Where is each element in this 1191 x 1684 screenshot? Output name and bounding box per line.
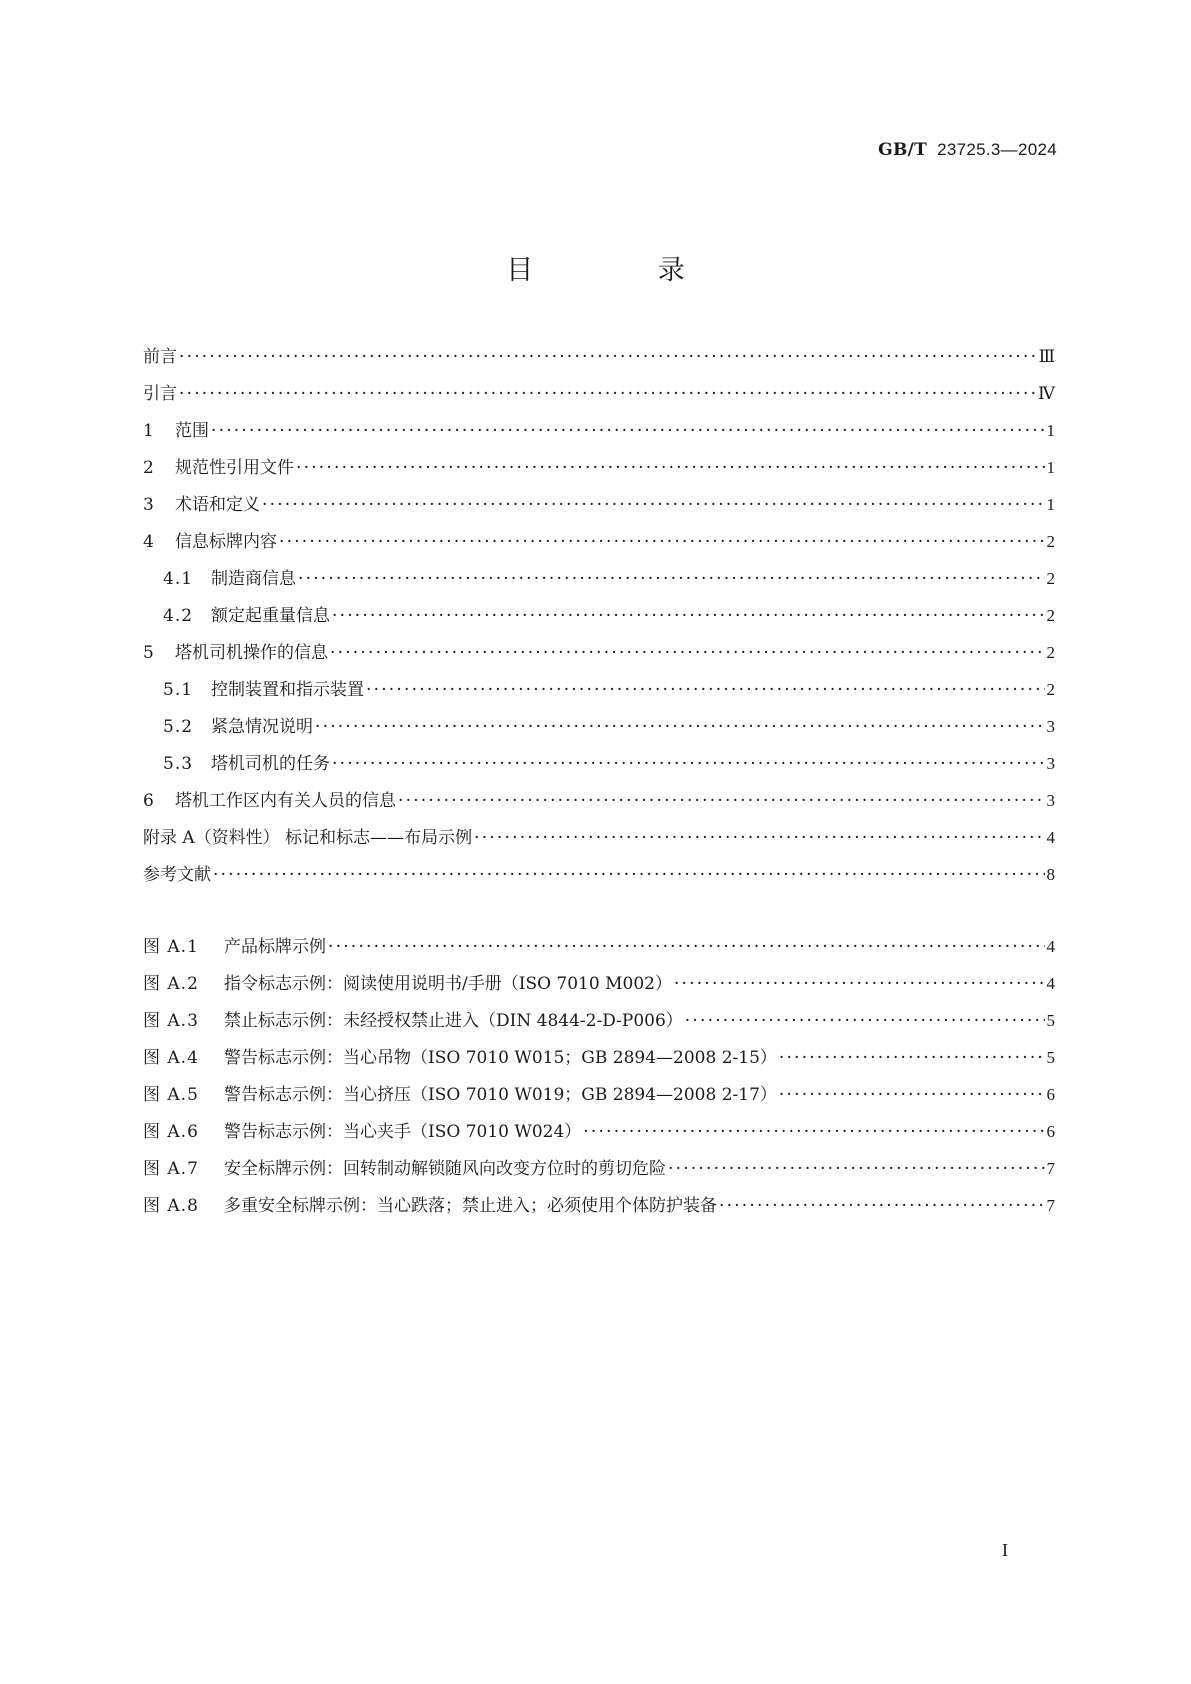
toc-entry-label: 术语和定义 xyxy=(175,495,260,515)
dot-leader xyxy=(779,1077,1045,1114)
dot-leader xyxy=(315,709,1045,746)
dot-leader xyxy=(366,672,1045,709)
toc-figure-entry[interactable] xyxy=(143,1039,1055,1076)
dot-leader xyxy=(211,413,1045,450)
dot-leader xyxy=(398,783,1045,820)
toc-entry[interactable] xyxy=(143,856,1055,893)
toc-entry-label-group xyxy=(163,561,296,598)
toc-entry-label-group xyxy=(163,598,330,635)
toc-entry[interactable] xyxy=(143,338,1055,375)
toc-entry-number: 图 A.8 xyxy=(143,1196,199,1216)
toc-entry-label: 产品标牌示例 xyxy=(224,937,326,957)
toc-figure-entry[interactable] xyxy=(143,1187,1055,1224)
toc-entry-page: 6 xyxy=(1046,1085,1055,1104)
toc-figure-entry[interactable] xyxy=(143,965,1055,1002)
toc-entry-page: 8 xyxy=(1046,865,1055,884)
toc-entry-page: 4 xyxy=(1046,828,1055,847)
dot-leader xyxy=(179,376,1036,413)
standard-number: 23725.3—2024 xyxy=(937,140,1057,159)
toc-entry-label-group xyxy=(143,1003,683,1040)
dot-leader xyxy=(674,966,1045,1003)
toc-entry[interactable] xyxy=(143,560,1055,597)
toc-entry-label-group xyxy=(143,1188,717,1225)
toc-entry-number: 3 xyxy=(143,495,155,515)
toc-entry-label-group xyxy=(143,929,326,966)
toc-entry-label-group xyxy=(143,783,396,820)
dot-leader xyxy=(474,820,1044,857)
dot-leader xyxy=(328,929,1045,966)
toc-entry-number: 6 xyxy=(143,791,155,811)
toc-entry[interactable] xyxy=(143,819,1055,856)
toc-entry-label: 控制装置和指示装置 xyxy=(211,680,364,700)
toc-figures-list xyxy=(143,928,1055,1224)
toc-entry-page: 4 xyxy=(1046,974,1055,993)
toc-entry-label-group xyxy=(163,672,364,709)
standard-code xyxy=(878,140,1057,160)
toc-figure-entry[interactable] xyxy=(143,1113,1055,1150)
toc-entry-label: 信息标牌内容 xyxy=(175,532,277,552)
toc-entry-page: 3 xyxy=(1046,791,1055,810)
toc-entry-page: 3 xyxy=(1046,754,1055,773)
toc-entry-number: 图 A.3 xyxy=(143,1011,199,1031)
toc-entry[interactable] xyxy=(143,449,1055,486)
toc-entry-label-group xyxy=(143,487,260,524)
toc-entry-label: 引言 xyxy=(143,384,177,404)
toc-entry-number: 4.2 xyxy=(163,606,194,626)
toc-entry-number: 图 A.4 xyxy=(143,1048,199,1068)
toc-entry-label: 塔机工作区内有关人员的信息 xyxy=(175,791,396,811)
toc-entry-label-group xyxy=(143,1040,777,1077)
toc-entry[interactable] xyxy=(143,412,1055,449)
toc-entry-page: 2 xyxy=(1046,680,1055,699)
toc-entry-number: 图 A.1 xyxy=(143,937,199,957)
toc-entry[interactable] xyxy=(143,486,1055,523)
toc-figure-entry[interactable] xyxy=(143,928,1055,965)
toc-entry-label: 制造商信息 xyxy=(211,569,296,589)
dot-leader xyxy=(262,487,1045,524)
toc-entry-number: 图 A.2 xyxy=(143,974,199,994)
toc-entry-label: 多重安全标牌示例：当心跌落；禁止进入；必须使用个体防护装备 xyxy=(224,1196,717,1216)
toc-entry-page: Ⅲ xyxy=(1038,347,1055,366)
toc-entry-page: 1 xyxy=(1046,421,1055,440)
toc-entry-label-group xyxy=(143,857,211,894)
toc-entry-page: 3 xyxy=(1046,717,1055,736)
standard-prefix: GB/T xyxy=(878,140,928,160)
toc-entry-label: 前言 xyxy=(143,347,177,367)
toc-entry[interactable] xyxy=(143,597,1055,634)
toc-entry-label-group xyxy=(163,709,313,746)
dot-leader xyxy=(685,1003,1045,1040)
toc-entry-label-group xyxy=(143,1077,777,1114)
toc-entry[interactable] xyxy=(143,708,1055,745)
dot-leader xyxy=(279,524,1045,561)
toc-entry-page: 1 xyxy=(1046,458,1055,477)
toc-entry-page: 2 xyxy=(1046,569,1055,588)
page-title: 目 录 xyxy=(506,255,743,286)
toc-entry-label: 警告标志示例：当心吊物（ISO 7010 W015；GB 2894—2008 2-15） xyxy=(224,1048,777,1068)
toc-entry-label-group xyxy=(143,524,277,561)
toc-entry[interactable] xyxy=(143,634,1055,671)
toc-entry-label-group xyxy=(143,376,177,413)
toc-entry-label-group xyxy=(143,339,177,376)
toc-entry-label: 警告标志示例：当心挤压（ISO 7010 W019；GB 2894—2008 2-17） xyxy=(224,1085,777,1105)
toc-entry-label-group xyxy=(143,1114,581,1151)
toc-figure-entry[interactable] xyxy=(143,1002,1055,1039)
toc-entry-label: 紧急情况说明 xyxy=(211,717,313,737)
toc-entry-label: 参考文献 xyxy=(143,865,211,885)
dot-leader xyxy=(179,339,1037,376)
page-number: I xyxy=(1002,1540,1008,1560)
dot-leader xyxy=(779,1040,1045,1077)
toc-entry-page: 7 xyxy=(1046,1159,1055,1178)
toc-entry[interactable] xyxy=(143,745,1055,782)
toc-entry-label: 塔机司机操作的信息 xyxy=(175,643,328,663)
dot-leader xyxy=(668,1151,1045,1188)
toc-entry-label: 指令标志示例：阅读使用说明书/手册（ISO 7010 M002） xyxy=(224,974,672,994)
dot-leader xyxy=(213,857,1045,894)
toc-entry-number: 1 xyxy=(143,421,155,441)
toc-entry-label: 塔机司机的任务 xyxy=(211,754,330,774)
toc-entry-page: 2 xyxy=(1046,606,1055,625)
toc-entry-number: 2 xyxy=(143,458,155,478)
toc-entry-number: 5.3 xyxy=(163,754,194,774)
toc-sections-list xyxy=(143,338,1055,893)
dot-leader xyxy=(332,746,1045,783)
toc-entry-label-group xyxy=(143,450,294,487)
toc-entry[interactable] xyxy=(143,375,1055,412)
toc-entry-page: Ⅳ xyxy=(1038,384,1055,403)
toc-entry-number: 图 A.7 xyxy=(143,1159,199,1179)
dot-leader xyxy=(719,1188,1045,1225)
toc-entry[interactable] xyxy=(143,671,1055,708)
toc-entry-label-group xyxy=(143,820,472,857)
toc-entry-page: 5 xyxy=(1046,1011,1055,1030)
toc-figure-entry[interactable] xyxy=(143,1150,1055,1187)
dot-leader xyxy=(296,450,1045,487)
toc-entry-page: 2 xyxy=(1046,643,1055,662)
toc-entry-number: 图 A.5 xyxy=(143,1085,199,1105)
toc-entry-label: 安全标牌示例：回转制动解锁随风向改变方位时的剪切危险 xyxy=(224,1159,666,1179)
toc-entry-label: 附录 A（资料性） 标记和标志——布局示例 xyxy=(143,828,473,848)
dot-leader xyxy=(330,635,1045,672)
toc-entry-label-group xyxy=(143,1151,666,1188)
toc-entry-label: 额定起重量信息 xyxy=(211,606,330,626)
toc-entry-label-group xyxy=(143,413,209,450)
toc-entry-label-group xyxy=(143,966,672,1003)
toc-entry[interactable] xyxy=(143,523,1055,560)
toc-entry-number: 4.1 xyxy=(163,569,194,589)
toc-entry-number: 5.1 xyxy=(163,680,194,700)
toc-figure-entry[interactable] xyxy=(143,1076,1055,1113)
toc-entry[interactable] xyxy=(143,782,1055,819)
toc-entry-page: 7 xyxy=(1046,1196,1055,1215)
dot-leader xyxy=(298,561,1045,598)
toc-entry-page: 6 xyxy=(1046,1122,1055,1141)
toc-entry-page: 2 xyxy=(1046,532,1055,551)
toc-entry-label: 规范性引用文件 xyxy=(175,458,294,478)
toc-entry-number: 5.2 xyxy=(163,717,194,737)
toc-entry-number: 5 xyxy=(143,643,155,663)
toc-entry-page: 5 xyxy=(1046,1048,1055,1067)
toc-entry-number: 图 A.6 xyxy=(143,1122,199,1142)
toc-entry-number: 4 xyxy=(143,532,155,552)
toc-entry-page: 4 xyxy=(1046,937,1055,956)
toc-entry-label-group xyxy=(163,746,330,783)
toc-entry-label: 警告标志示例：当心夹手（ISO 7010 W024） xyxy=(224,1122,582,1142)
toc-entry-label: 范围 xyxy=(175,421,209,441)
toc-entry-label: 禁止标志示例：未经授权禁止进入（DIN 4844-2-D-P006） xyxy=(224,1011,683,1031)
toc-entry-label-group xyxy=(143,635,328,672)
dot-leader xyxy=(332,598,1045,635)
toc-entry-page: 1 xyxy=(1046,495,1055,514)
dot-leader xyxy=(583,1114,1044,1151)
